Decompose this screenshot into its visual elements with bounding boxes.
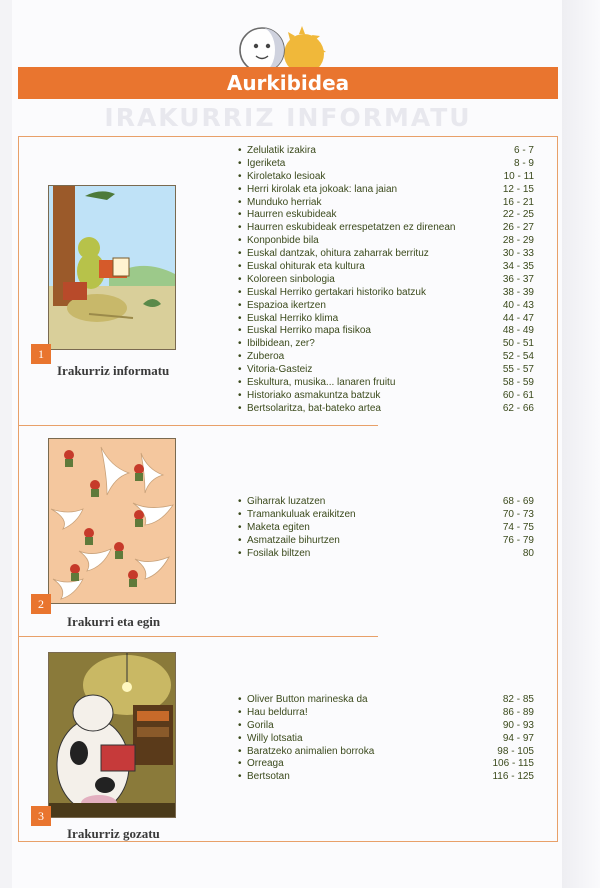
goblin-reading-drawing xyxy=(49,186,175,349)
bullet-icon: • xyxy=(238,170,242,182)
toc-entry-title: Kiroletako lesioak xyxy=(247,170,326,182)
section-label-1[interactable]: Irakurriz informatu xyxy=(57,363,170,378)
toc-entry-pages: 76 - 79 xyxy=(502,534,534,546)
toc-entry-title: Euskal Herriko mapa fisikoa xyxy=(247,325,371,337)
toc-entry[interactable] xyxy=(238,496,534,509)
toc-entry-title: Baratzeko animalien borroka xyxy=(247,745,375,757)
toc-entry-title: Oliver Button marineska da xyxy=(247,694,368,705)
toc-list-section-1 xyxy=(238,145,534,416)
toc-entry-title: Fosilak biltzen xyxy=(247,547,311,559)
toc-entry-pages: 82 - 85 xyxy=(502,694,534,705)
toc-entry[interactable] xyxy=(238,222,534,235)
toc-entry-pages: 50 - 51 xyxy=(502,338,534,350)
toc-entry[interactable] xyxy=(238,274,534,287)
bullet-icon: • xyxy=(238,351,242,363)
section-number-3: 3 xyxy=(31,806,51,826)
section-number-2: 2 xyxy=(31,594,51,614)
bullet-icon: • xyxy=(238,145,242,156)
title-bar xyxy=(18,67,558,99)
toc-entry-pages: 16 - 21 xyxy=(502,196,534,208)
section-subtitle: IRAKURRIZ INFORMATU xyxy=(104,103,472,132)
bullet-icon: • xyxy=(238,377,242,389)
toc-entry-title: Bertsolaritza, bat-bateko artea xyxy=(247,402,381,414)
section-divider-1 xyxy=(18,425,378,426)
toc-entry[interactable] xyxy=(238,235,534,248)
toc-entry-title: Gorila xyxy=(247,719,274,731)
toc-entry-title: Koloreen sinbologia xyxy=(247,273,335,285)
toc-entry[interactable] xyxy=(238,145,534,158)
toc-entry-pages: 80 xyxy=(522,547,534,559)
page-title: Aurkibidea xyxy=(226,71,350,95)
bullet-icon: • xyxy=(238,325,242,337)
toc-entry[interactable] xyxy=(238,261,534,274)
bullet-icon: • xyxy=(238,196,242,208)
section-label-3[interactable]: Irakurriz gozatu xyxy=(67,826,160,841)
toc-entry[interactable] xyxy=(238,248,534,261)
bullet-icon: • xyxy=(238,521,242,533)
toc-entry-pages: 116 - 125 xyxy=(492,771,534,783)
toc-entry-title: Igeriketa xyxy=(247,157,286,169)
toc-entry-title: Espazioa ikertzen xyxy=(247,299,326,311)
toc-entry-pages: 52 - 54 xyxy=(502,351,534,363)
toc-entry[interactable] xyxy=(238,548,534,561)
toc-entry[interactable] xyxy=(238,535,534,548)
toc-entry[interactable] xyxy=(238,171,534,184)
toc-entry-pages: 55 - 57 xyxy=(502,364,534,376)
toc-entry-title: Vitoria-Gasteiz xyxy=(247,364,313,376)
section-label-2[interactable]: Irakurri eta egin xyxy=(67,614,161,629)
toc-entry[interactable] xyxy=(238,771,534,784)
bullet-icon: • xyxy=(238,706,242,718)
toc-entry[interactable] xyxy=(238,351,534,364)
toc-entry-pages: 70 - 73 xyxy=(502,508,534,520)
toc-entry-pages: 68 - 69 xyxy=(502,496,534,507)
toc-entry-title: Hau beldurra! xyxy=(247,706,308,718)
toc-entry-title: Euskal Herriko gertakari historiko batzuk xyxy=(247,286,426,298)
bullet-icon: • xyxy=(238,719,242,731)
bullet-icon: • xyxy=(238,745,242,757)
section-number-1: 1 xyxy=(31,344,51,364)
bullet-icon: • xyxy=(238,248,242,260)
toc-entry-pages: 62 - 66 xyxy=(502,402,534,414)
toc-entry[interactable] xyxy=(238,184,534,197)
toc-entry-pages: 74 - 75 xyxy=(502,521,534,533)
section-divider-2 xyxy=(18,636,378,637)
bullet-icon: • xyxy=(238,364,242,376)
toc-entry[interactable] xyxy=(238,300,534,313)
toc-entry[interactable] xyxy=(238,197,534,210)
toc-entry[interactable] xyxy=(238,720,534,733)
toc-entry[interactable] xyxy=(238,746,534,759)
bullet-icon: • xyxy=(238,508,242,520)
bullet-icon: • xyxy=(238,312,242,324)
toc-entry[interactable] xyxy=(238,377,534,390)
cow-reading-drawing xyxy=(49,653,175,817)
toc-entry[interactable] xyxy=(238,158,534,171)
toc-entry-pages: 94 - 97 xyxy=(502,732,534,744)
bullet-icon: • xyxy=(238,235,242,247)
toc-entry[interactable] xyxy=(238,694,534,707)
toc-entry-title: Historiako asmakuntza batzuk xyxy=(247,389,381,401)
bullet-icon: • xyxy=(238,694,242,705)
bullet-icon: • xyxy=(238,758,242,770)
bullet-icon: • xyxy=(238,389,242,401)
bullet-icon: • xyxy=(238,771,242,783)
toc-entry-pages: 44 - 47 xyxy=(502,312,534,324)
toc-entry[interactable] xyxy=(238,758,534,771)
toc-entry-pages: 28 - 29 xyxy=(502,235,534,247)
toc-entry-pages: 30 - 33 xyxy=(502,248,534,260)
toc-entry-pages: 36 - 37 xyxy=(502,273,534,285)
toc-entry-title: Ibilbidean, zer? xyxy=(247,338,315,350)
page-fold-shadow xyxy=(562,0,600,888)
toc-entry[interactable] xyxy=(238,338,534,351)
toc-entry[interactable] xyxy=(238,209,534,222)
toc-entry-pages: 8 - 9 xyxy=(513,157,534,169)
toc-entry[interactable] xyxy=(238,313,534,326)
toc-entry-pages: 90 - 93 xyxy=(502,719,534,731)
toc-entry-title: Konponbide bila xyxy=(247,235,319,247)
toc-entry-pages: 98 - 105 xyxy=(497,745,534,757)
toc-entry-title: Orreaga xyxy=(247,758,284,770)
toc-entry-pages: 38 - 39 xyxy=(502,286,534,298)
toc-list-section-2 xyxy=(238,496,534,560)
toc-entry[interactable] xyxy=(238,522,534,535)
toc-entry-title: Bertsotan xyxy=(247,771,290,783)
bullet-icon: • xyxy=(238,183,242,195)
toc-entry-title: Euskal ohiturak eta kultura xyxy=(247,261,365,273)
bullet-icon: • xyxy=(238,261,242,273)
toc-entry-title: Tramankuluak eraikitzen xyxy=(247,508,356,520)
bullet-icon: • xyxy=(238,402,242,414)
toc-entry-title: Euskal dantzak, ohitura zaharrak berrituz xyxy=(247,248,429,260)
illustration-cow-reading-book xyxy=(48,652,176,818)
toc-entry-title: Euskal Herriko klima xyxy=(247,312,339,324)
toc-entry-pages: 34 - 35 xyxy=(502,261,534,273)
toc-entry-pages: 58 - 59 xyxy=(502,377,534,389)
toc-entry-pages: 86 - 89 xyxy=(502,706,534,718)
bullet-icon: • xyxy=(238,209,242,221)
toc-entry-pages: 10 - 11 xyxy=(503,170,534,182)
toc-entry-title: Giharrak luzatzen xyxy=(247,496,326,507)
toc-entry-pages: 48 - 49 xyxy=(502,325,534,337)
toc-entry[interactable] xyxy=(238,707,534,720)
toc-entry-title: Eskultura, musika... lanaren fruitu xyxy=(247,377,396,389)
toc-list-section-3 xyxy=(238,694,534,784)
toc-entry[interactable] xyxy=(238,287,534,300)
toc-entry-title: Herri kirolak eta jokoak: lana jaian xyxy=(247,183,398,195)
sun-moon-logo xyxy=(234,24,328,70)
toc-entry-pages: 22 - 25 xyxy=(502,209,534,221)
toc-entry-title: Munduko herriak xyxy=(247,196,322,208)
bullet-icon: • xyxy=(238,273,242,285)
illustration-goblin-reading-under-tree xyxy=(48,185,176,350)
toc-entry[interactable] xyxy=(238,509,534,522)
toc-entry-title: Maketa egiten xyxy=(247,521,310,533)
toc-entry-pages: 106 - 115 xyxy=(492,758,534,770)
toc-entry[interactable] xyxy=(238,390,534,403)
bullet-icon: • xyxy=(238,534,242,546)
bullet-icon: • xyxy=(238,547,242,559)
toc-entry-title: Zuberoa xyxy=(247,351,285,363)
bullet-icon: • xyxy=(238,286,242,298)
bullet-icon: • xyxy=(238,732,242,744)
bullet-icon: • xyxy=(238,299,242,311)
toc-entry-title: Haurren eskubideak errespetatzen ez direnean xyxy=(247,222,456,234)
toc-entry-pages: 6 - 7 xyxy=(513,145,534,156)
illustration-goblins-flying-on-birds xyxy=(48,438,176,604)
toc-entry-pages: 40 - 43 xyxy=(502,299,534,311)
toc-entry-title: Willy lotsatia xyxy=(247,732,303,744)
bullet-icon: • xyxy=(238,496,242,507)
toc-entry-title: Zelulatik izakira xyxy=(247,145,316,156)
bullet-icon: • xyxy=(238,222,242,234)
flying-goblins-drawing xyxy=(49,439,175,603)
bullet-icon: • xyxy=(238,338,242,350)
toc-entry-pages: 60 - 61 xyxy=(502,389,534,401)
toc-entry-pages: 26 - 27 xyxy=(502,222,534,234)
toc-entry-title: Haurren eskubideak xyxy=(247,209,337,221)
bullet-icon: • xyxy=(238,157,242,169)
toc-entry[interactable] xyxy=(238,325,534,338)
toc-entry[interactable] xyxy=(238,733,534,746)
toc-entry-title: Asmatzaile bihurtzen xyxy=(247,534,340,546)
toc-entry[interactable] xyxy=(238,364,534,377)
toc-entry-pages: 12 - 15 xyxy=(502,183,534,195)
toc-entry[interactable] xyxy=(238,403,534,416)
